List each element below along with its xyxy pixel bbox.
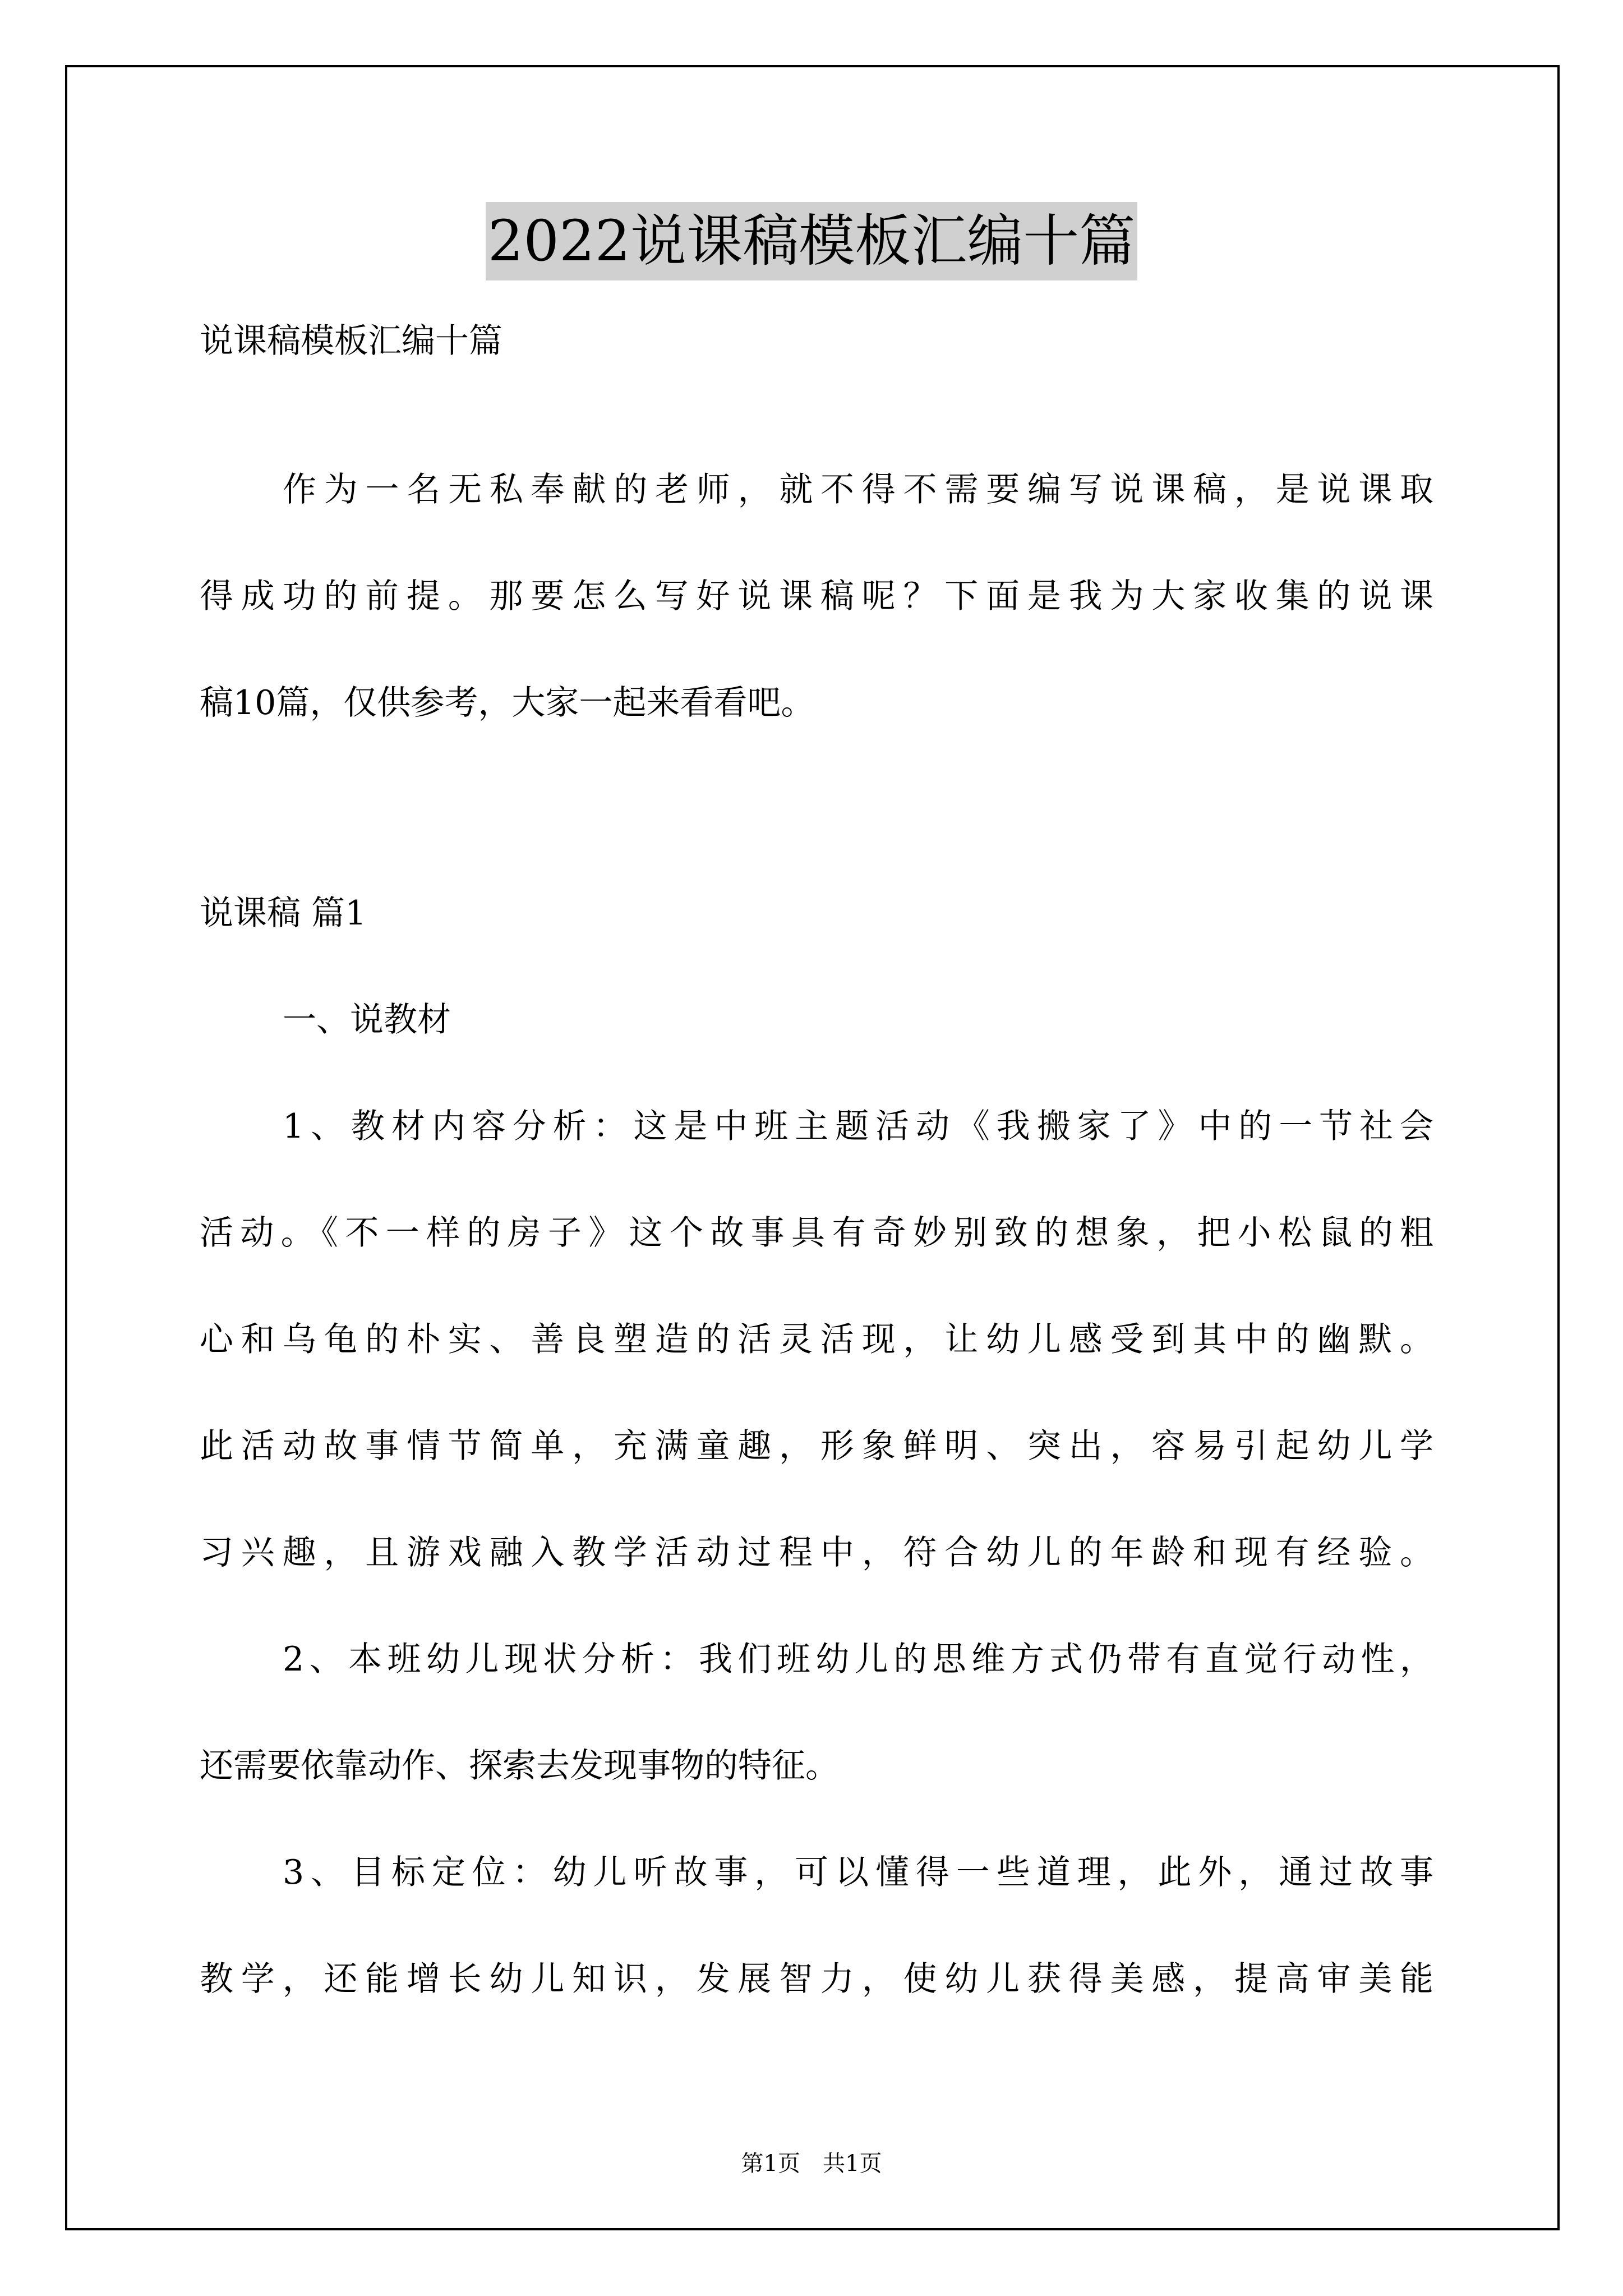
intro-line-3: 稿10篇，仅供参考，大家一起来看看吧。 <box>200 683 815 723</box>
paragraph-2-line-2: 还需要依靠动作、探索去发现事物的特征。 <box>200 1746 839 1786</box>
section-heading: 说课稿 篇1 <box>200 894 367 933</box>
page-footer: 第1页 共1页 <box>741 2151 882 2177</box>
title-container <box>0 202 1623 280</box>
document-subtitle: 说课稿模板汇编十篇 <box>200 321 502 361</box>
document-title: 2022说课稿模板汇编十篇 <box>486 202 1138 280</box>
paragraph-1-line-1: 1、教材内容分析：这是中班主题活动《我搬家了》中的一节社会 <box>283 1107 1433 1146</box>
paragraph-2-line-1: 2、本班幼儿现状分析：我们班幼儿的思维方式仍带有直觉行动性， <box>283 1640 1433 1679</box>
intro-line-2: 得成功的前提。那要怎么写好说课稿呢？下面是我为大家收集的说课 <box>200 577 1433 616</box>
paragraph-3-line-2: 教学，还能增长幼儿知识，发展智力，使幼儿获得美感，提高审美能 <box>200 1959 1433 1999</box>
paragraph-1-line-4: 此活动故事情节简单，充满童趣，形象鲜明、突出，容易引起幼儿学 <box>200 1427 1433 1466</box>
paragraph-1-line-2: 活动。《不一样的房子》这个故事具有奇妙别致的想象，把小松鼠的粗 <box>200 1213 1433 1253</box>
page-border <box>65 65 1560 2230</box>
paragraph-1-line-5: 习兴趣，且游戏融入教学活动过程中，符合幼儿的年龄和现有经验。 <box>200 1533 1433 1572</box>
section-subheading: 一、说教材 <box>283 1000 451 1039</box>
paragraph-3-line-1: 3、目标定位：幼儿听故事，可以懂得一些道理，此外，通过故事 <box>283 1853 1433 1892</box>
paragraph-1-line-3: 心和乌龟的朴实、善良塑造的活灵活现，让幼儿感受到其中的幽默。 <box>200 1320 1433 1359</box>
intro-line-1: 作为一名无私奉献的老师，就不得不需要编写说课稿，是说课取 <box>283 470 1433 509</box>
